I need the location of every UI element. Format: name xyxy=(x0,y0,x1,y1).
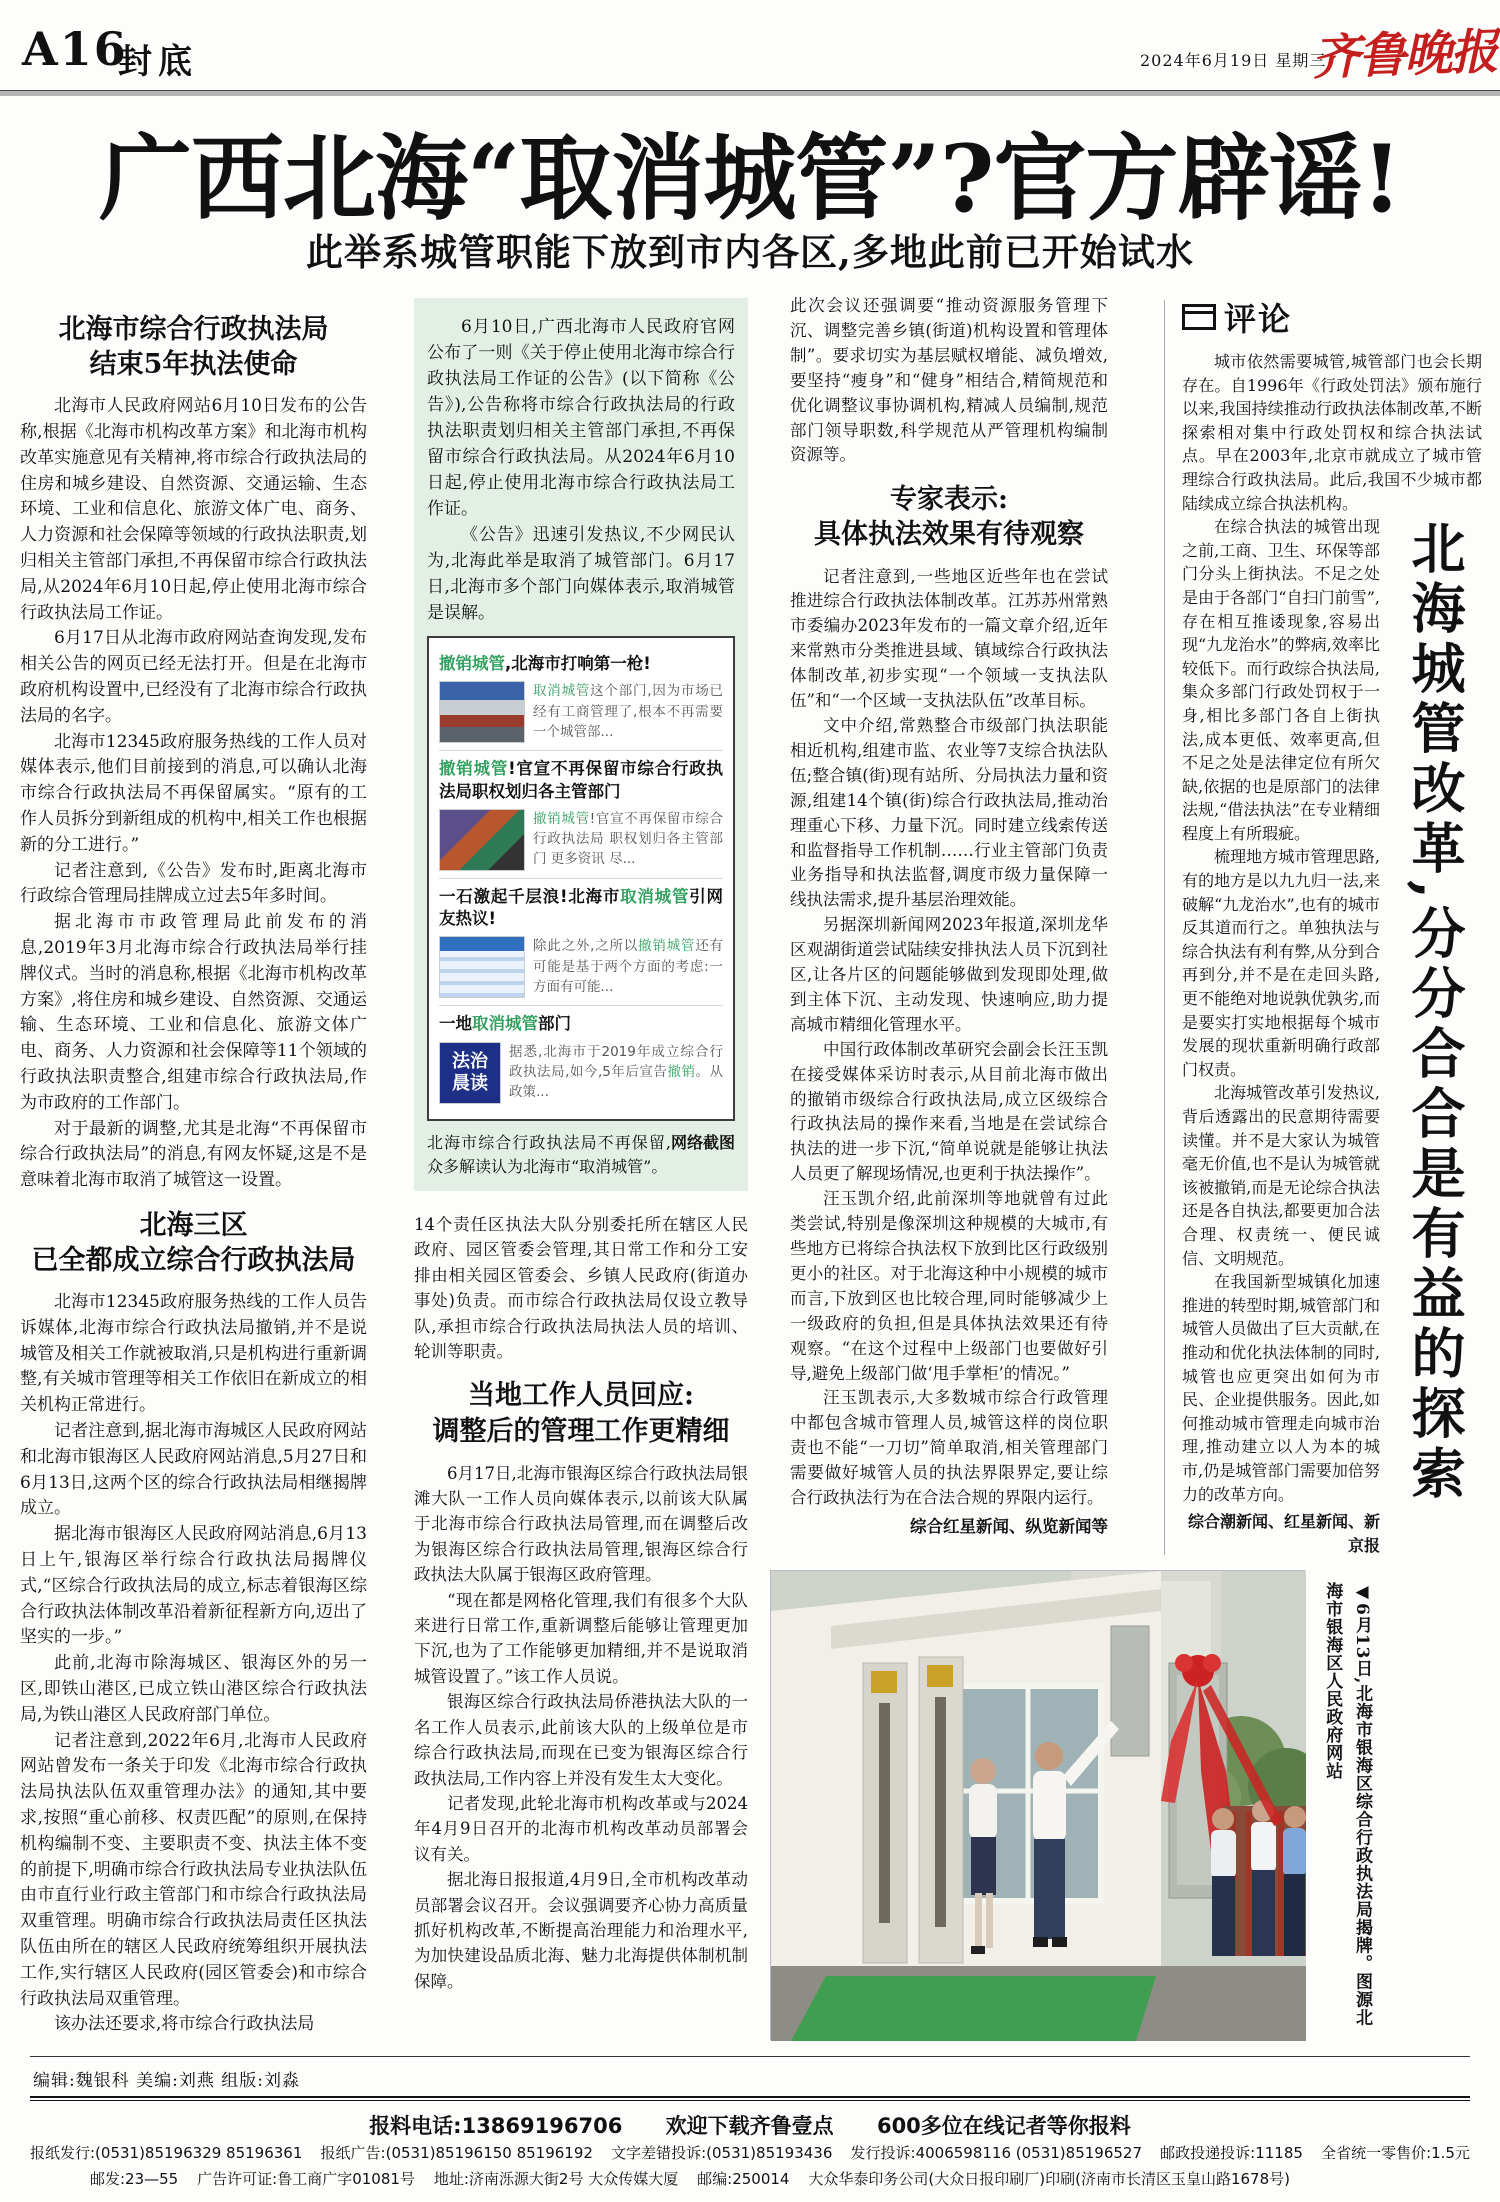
commentary-column xyxy=(1182,294,1482,1556)
paragraph: 记者注意到,一些地区近些年也在尝试推进综合行政执法体制改革。江苏苏州常熟市委编办2023年发布的一篇文章介绍,近年来常熟市分类推进县域、镇域综合行政执法体制改革,初步实现“一个领域一支执法队伍”和“一个区域一支执法队伍”改革目标。 xyxy=(790,566,1108,711)
column-3 xyxy=(790,294,1108,1566)
source-credit: 综合红星新闻、纵览新闻等 xyxy=(910,1516,1108,1536)
paragraph: 6月17日从北海市政府网站查询发现,发布相关公告的网页已经无法打开。但是在北海市政府机构设置中,已经没有了北海市综合行政执法局的名字。 xyxy=(20,628,367,726)
post-text: ,北海市打响第一枪! xyxy=(505,654,651,673)
paragraph: 另据深圳新闻网2023年报道,深圳龙华区观湖街道尝试陆续安排执法人员下沉到社区,让各片区的问题能够做到发现即处理,做到主体下沉、主动发现、快速响应,助力提高城市精细化管理水平。 xyxy=(790,915,1108,1034)
paragraph: 银海区综合行政执法局侨港执法大队的一名工作人员表示,此前该大队的上级单位是市综合行政执法局,而现在已变为银海区综合行政执法局,工作内容上并没有发生太大变化。 xyxy=(414,1692,748,1788)
paragraph: 记者注意到,据北海市海城区人民政府网站和北海市银海区人民政府网站消息,5月27日和6月13日,这两个区的综合行政执法局相继揭牌成立。 xyxy=(20,1421,367,1519)
heading-line: 结束5年执法使命 xyxy=(89,349,298,381)
main-headline: 广西北海“取消城管”?官方辟谣! xyxy=(98,124,1402,233)
article-heading-2 xyxy=(20,1208,367,1278)
paragraph: 中国行政体制改革研究会副会长汪玉凯在接受媒体采访时表示,从目前北海市做出的撤销市级综合行政执法局,成立区级综合行政执法局的操作来看,当地是在尝试综合执法的进一步下沉,“简单说就是能够让执法人员更了解现场情况,也更利于执法操作”。 xyxy=(790,1039,1108,1184)
hotline-row xyxy=(30,2110,1470,2140)
body-paragraphs xyxy=(790,565,1108,1511)
highlighted-keyword: 取消城管 xyxy=(472,1014,538,1034)
paragraph: 记者注意到,《公告》发布时,距离北海市行政综合管理局挂牌成立过去5年多时间。 xyxy=(20,860,367,907)
photo-caption: ◀6月13日,北海市银海区综合行政执法局揭牌。图源北海市银海区人民政府网站 xyxy=(1322,1582,1372,2027)
reporters-note: 600多位在线记者等你报料 xyxy=(876,2114,1131,2138)
heading-line: 调整后的管理工作更精细 xyxy=(432,1415,730,1447)
caption-credit: 网络截图 xyxy=(670,1132,735,1152)
post-text: 这个部门,因为市场已经有工商管理了,根本不再需要一个城管部... xyxy=(533,683,723,740)
highlighted-keyword: 撤销城管 xyxy=(638,938,696,955)
paragraph: 文中介绍,常熟整合市级部门执法职能相近机构,组建市监、农业等7支综合执法队伍;整合镇(街)现有站所、分局执法力量和资源,组建14个镇(街)综合行政执法局,推动治理重心下移、力量下沉。同时建立线索传送和监督指导工作机制……行业主管部门负责业务指导和执法监督,调度市级力量保障一线执法需求,提升基层治理效能。 xyxy=(790,715,1108,910)
footer-item: 全省统一零售价:1.5元 xyxy=(1321,2144,1470,2162)
article-heading-1 xyxy=(20,312,367,382)
highlighted-keyword: 撤销城管 xyxy=(439,654,505,673)
paragraph: 据北海市市政管理局此前发布的消息,2019年3月北海市综合行政执法局举行挂牌仪式。当时的消息称,根据《北海市机构改革方案》,将住房和城乡建设、自然资源、交通运输、生态环境、工业和信息化、旅游文体广电、商务、人力资源和社会保障等11个领域的行政执法职责整合,组建市综合行政执法局,作为市政府的工作部门。 xyxy=(20,912,367,1113)
post-text: 还有可能是基于两个方面的考虑:一方面有可能... xyxy=(533,938,724,995)
post-text: 引网友热议! xyxy=(439,886,724,929)
paragraph: 北海市人民政府网站6月10日发布的公告称,根据《北海市机构改革方案》和北海市机构改革实施意见有关精神,将市综合行政执法局的住房和城乡建设、自然资源、交通运输、生态环境、工业和信息化、旅游文体广电、商务、人力资源和社会保障等领域的行政执法职责,划归相关主管部门承担,不再保留市综合行政执法局,从2024年6月10日起,停止使用北海市综合行政执法局工作证。 xyxy=(20,396,367,623)
highlighted-keyword: 取消城管 xyxy=(620,886,690,906)
footer-item: 发行投诉:4006598116 (0531)85196527 xyxy=(850,2144,1142,2162)
footer-item: 邮发:23—55 xyxy=(90,2170,179,2188)
post-text: 一地 xyxy=(439,1014,472,1034)
heading-line: 专家表示: xyxy=(890,484,1008,516)
paragraph: 14个责任区执法大队分别委托所在辖区人民政府、园区管委会管理,其日常工作和分工安排由相关园区管委会、乡镇人民政府(街道办事处)负责。而市综合行政执法局仅设立教导队,承担市综合行政执法局执法人员的培训、轮训等职责。 xyxy=(414,1215,748,1362)
column-1 xyxy=(20,298,367,2036)
footer-item: 文字差错投诉:(0531)85193436 xyxy=(611,2144,833,2162)
section-label: 封底 xyxy=(118,42,198,82)
date-line: 2024年6月19日 星期三 xyxy=(1140,51,1327,70)
masthead-logo: 齐鲁晚报 xyxy=(1311,23,1498,87)
comment-box-icon xyxy=(1182,304,1216,330)
paragraph: 6月17日,北海市银海区综合行政执法局银滩大队一工作人员向媒体表示,以前该大队属于北海市综合行政执法局管理,而在调整后改为银海区综合行政执法局管理,银海区综合行政执法大队属于银海区政府管理。 xyxy=(414,1463,748,1585)
paragraph: 在我国新型城镇化加速推进的转型时期,城管部门和城管人员做出了巨大贡献,在推动和优化执法体制的同时,城管也应更突出如何为市民、企业提供服务。因此,如何推动城市管理走向城市治理,推动建立以人为本的城市,仍是城管部门需要加倍努力的改革方向。 xyxy=(1182,1272,1380,1504)
footer-rule-double xyxy=(30,2096,1470,2101)
footer-item: 邮编:250014 xyxy=(697,2170,790,2188)
paragraph: 记者注意到,2022年6月,北海市人民政府网站曾发布一条关于印发《北海市综合行政执法局执法队伍双重管理办法》的通知,其中要求,按照“重心前移、权责匹配”的原则,在保持机构编制不变、主要职责不变、执法主体不变的前提下,明确市综合行政执法局专业执法队伍由市直行业行政主管部门和市综合行政执法局双重管理。明确市综合行政执法局责任区执法队伍由所在的辖区人民政府统筹组织开展执法工作,实行辖区人民政府(园区管委会)和市综合行政执法局双重管理。 xyxy=(20,1730,367,2009)
article-heading-4 xyxy=(790,482,1108,552)
paragraph: 据北海日报报道,4月9日,全市机构改革动员部署会议召开。会议强调要齐心协力高质量抓好机构改革,不断提高治理能力和治理水平,为加快建设品质北海、魅力北海提供体制机制保障。 xyxy=(414,1870,748,1991)
footer-item: 地址:济南泺源大街2号 大众传媒大厦 xyxy=(433,2170,679,2188)
paragraph: 6月10日,广西北海市人民政府官网公布了一则《关于停止使用北海市综合行政执法局工作证的公告》(以下简称《公告》),公告称将市综合行政执法局的行政执法职责划归相关主管部门承担,不再保留市综合行政执法局。从2024年6月10日起,停止使用北海市综合行政执法局工作证。 xyxy=(427,317,735,519)
highlighted-keyword: 撤销城管 xyxy=(533,810,590,827)
body-paragraphs xyxy=(20,1290,367,2036)
paragraph: 梳理地方城市管理思路,有的地方是以九九归一法,来破解“九龙治水”,也有的城市反其道而行之。单独执法与综合执法有利有弊,从分到合再到分,并不是在走回头路,更不能绝对地说孰优孰劣,而是要实打实地根据每个城市发展的现状重新明确行政部门权责。 xyxy=(1182,847,1380,1079)
caption-text: 北海市综合行政执法局不再保留,众多解读认为北海市“取消城管”。 xyxy=(427,1132,671,1176)
paragraph: 该办法还要求,将市综合行政执法局 xyxy=(54,2014,315,2035)
heading-line: 具体执法效果有待观察 xyxy=(814,519,1084,551)
social-post xyxy=(439,878,723,1006)
highlighted-keyword: 撤销 xyxy=(667,1063,696,1080)
body-paragraphs xyxy=(20,394,367,1194)
footer-item: 报纸发行:(0531)85196329 85196361 xyxy=(30,2144,303,2162)
header-rule xyxy=(0,90,1500,96)
post-text: 。从政策... xyxy=(509,1063,724,1101)
paragraph: 城市依然需要城管,城管部门也会长期存在。自1996年《行政处罚法》颁布施行以来,我国持续推动行政执法体制改革,不断探索相对集中行政处罚权和综合执法试点。早在2003年,北京市就成立了城市管理综合行政执法局。此后,我国不少城市都陆续成立综合执法机构。 xyxy=(1182,352,1482,513)
news-photo xyxy=(770,1570,1305,2040)
paragraph: 北海城管改革引发热议,背后透露出的民意期待需要读懂。并不是大家认为城管毫无价值,也不是认为城管就该被撤销,而是无论综合执法还是各自执法,都要更加合法合理、权责统一、便民诚信、文明规范。 xyxy=(1182,1083,1380,1268)
paragraph: 在综合执法的城管出现之前,工商、卫生、环保等部门分头上街执法。不足之处是由于各部门“自扫门前雪”,存在相互推诿现象,容易出现“九龙治水”的弊病,效率比较低下。而行政综合执法局,集众多部门行政处罚权于一身,相比多部门各自上街执法,成本更低、效率更高,但不足之处是法律定位有所欠缺,依据的也是原部门的法律法规,“借法执法”在专业精细程度上有所瑕疵。 xyxy=(1182,517,1380,843)
page-number: A16 xyxy=(22,22,128,76)
commentary-credit: 综合潮新闻、红星新闻、新京报 xyxy=(1187,1512,1380,1555)
commentary-body xyxy=(1182,350,1482,1556)
post-thumbnail xyxy=(439,809,525,871)
paragraph: 汪玉凯介绍,此前深圳等地就曾有过此类尝试,特别是像深圳这种规模的大城市,有些地方已将综合执法权下放到比区行政级别更小的社区。对于北海这种中小规模的城市而言,下放到区也比较合理,同时能够减少上一级政府的负担,但是具体执法效果还有待观察。“在这个过程中上级部门也要做好引导,避免上级部门做‘甩手掌柜’的情况。” xyxy=(790,1189,1108,1383)
heading-line: 当地工作人员回应: xyxy=(468,1380,694,1412)
paragraph: 据北海市银海区人民政府网站消息,6月13日上午,银海区举行综合行政执法局揭牌仪式,“区综合行政执法局的成立,标志着银海区综合行政执法体制改革沿着新征程新方向,迈出了坚实的一步。” xyxy=(20,1524,367,1648)
heading-line: 北海市综合行政执法局 xyxy=(58,314,329,345)
vertical-headline: 北海城管改革,分分合合是有益的探索 xyxy=(1403,520,1467,1505)
post-text: 除此之外,之所以 xyxy=(533,938,639,955)
paragraph: “现在都是网格化管理,我们有很多个大队来进行日常工作,重新调整后能够让管理更加下沉,也为了工作能够更加精细,并不是说取消城管设置了。”该工作人员说。 xyxy=(414,1590,748,1686)
column-divider xyxy=(1164,300,1165,1555)
footer-item: 报纸广告:(0531)85196150 85196192 xyxy=(320,2144,593,2162)
paragraph: 对于最新的调整,尤其是北海“不再保留市综合行政执法局”的消息,有网友怀疑,这是不是意味着北海市取消了城管这一设置。 xyxy=(20,1118,367,1191)
screenshot-caption xyxy=(427,1131,735,1179)
commentary-header xyxy=(1182,294,1482,340)
post-text: !官宣不再保留市综合行政执法局职权划归各主管部门 xyxy=(439,759,724,801)
highlighted-keyword: 撤销城管 xyxy=(439,759,509,779)
post-text: 据悉,北海市于2019年成立综合行政执法局,如今,5年后宣告 xyxy=(509,1043,723,1080)
green-highlight-box xyxy=(414,298,748,1191)
body-paragraphs xyxy=(414,1461,748,1995)
commentary-label: 评论 xyxy=(1224,300,1293,338)
post-text: 一石激起千层浪!北海市 xyxy=(439,886,621,906)
paragraph: 此前,北海市除海城区、银海区外的另一区,即铁山港区,已成立铁山港区综合行政执法局,为铁山港区人民政府部门单位。 xyxy=(20,1653,367,1725)
heading-line: 已全都成立综合行政执法局 xyxy=(31,1244,356,1276)
social-post xyxy=(439,750,723,878)
boxed-paragraphs xyxy=(427,314,735,626)
article-heading-3 xyxy=(414,1378,748,1448)
paragraph: 《公告》迅速引发热议,不少网民认为,北海此举是取消了城管部门。6月17日,北海市多个部门向媒体表示,取消城管是误解。 xyxy=(427,525,735,623)
app-download-note: 欢迎下载齐鲁壹点 xyxy=(665,2114,834,2138)
footer-contacts-row xyxy=(30,2142,1470,2163)
post-text: !官宣不再保留市综合行政执法局 职权划归各主管部门 更多资讯 尽... xyxy=(533,810,723,868)
social-post xyxy=(439,1005,723,1110)
post-thumbnail xyxy=(439,936,525,998)
footer-item: 广告许可证:鲁工商广字01081号 xyxy=(197,2170,415,2188)
hotline-phone: 报料电话:13869196706 xyxy=(369,2114,623,2138)
editors-line: 编辑:魏银科 美编:刘燕 组版:刘淼 xyxy=(33,2071,300,2091)
paragraph: 北海市12345政府服务热线的工作人员对媒体表示,他们目前接到的消息,可以确认北海市综合行政执法局不再保留属实。“原有的工作人员拆分到新组成的机构中,相关工作也根据新的分工进行。” xyxy=(20,731,367,855)
footer-publishing-row xyxy=(30,2168,1350,2189)
paragraph: 记者发现,此轮北海市机构改革或与2024年4月9日召开的北海市机构改革动员部署会议有关。 xyxy=(414,1793,748,1864)
post-text: 部门 xyxy=(538,1014,571,1034)
sub-headline: 此举系城管职能下放到市内各区,多地此前已开始试水 xyxy=(306,230,1194,274)
highlighted-keyword: 取消城管 xyxy=(533,683,591,700)
paragraph: 此次会议还强调要“推动资源服务管理下沉、调整完善乡镇(街道)机构设置和管理体制”。要求切实为基层赋权增能、减负增效,要坚持“瘦身”和“健身”相结合,精简规范和优化调整议事协调机构,精减人员编制,规范部门领导职数,科学规范从严管理机构编制资源等。 xyxy=(790,296,1108,465)
footer-rule-thin xyxy=(30,2056,1470,2057)
post-thumbnail xyxy=(439,681,525,743)
paragraph: 北海市12345政府服务热线的工作人员告诉媒体,北海市综合行政执法局撤销,并不是说城管及相关工作就被取消,只是机构进行重新调整,有关城市管理等相关工作依旧在新成立的相关机构正常进行。 xyxy=(20,1292,367,1416)
photo-illustration xyxy=(771,1571,1306,2041)
column-2-continued xyxy=(414,1212,748,2038)
social-posts-screenshot xyxy=(427,636,735,1121)
footer-item: 邮政投递投诉:11185 xyxy=(1160,2144,1303,2162)
social-post xyxy=(439,646,723,750)
heading-line: 北海三区 xyxy=(139,1209,248,1241)
paragraph: 汪玉凯表示,大多数城市综合行政管理中都包含城市管理人员,城管这样的岗位职责也不能“一刀切”简单取消,相关管理部门需要做好城管人员的执法界限界定,要让综合行政执法行为在合法合规的界限内运行。 xyxy=(790,1388,1108,1508)
post-thumbnail: 法治 晨读 xyxy=(439,1042,501,1104)
footer-item: 大众华泰印务公司(大众日报印刷厂)印刷(济南市长清区玉皇山路1678号) xyxy=(808,2170,1290,2188)
